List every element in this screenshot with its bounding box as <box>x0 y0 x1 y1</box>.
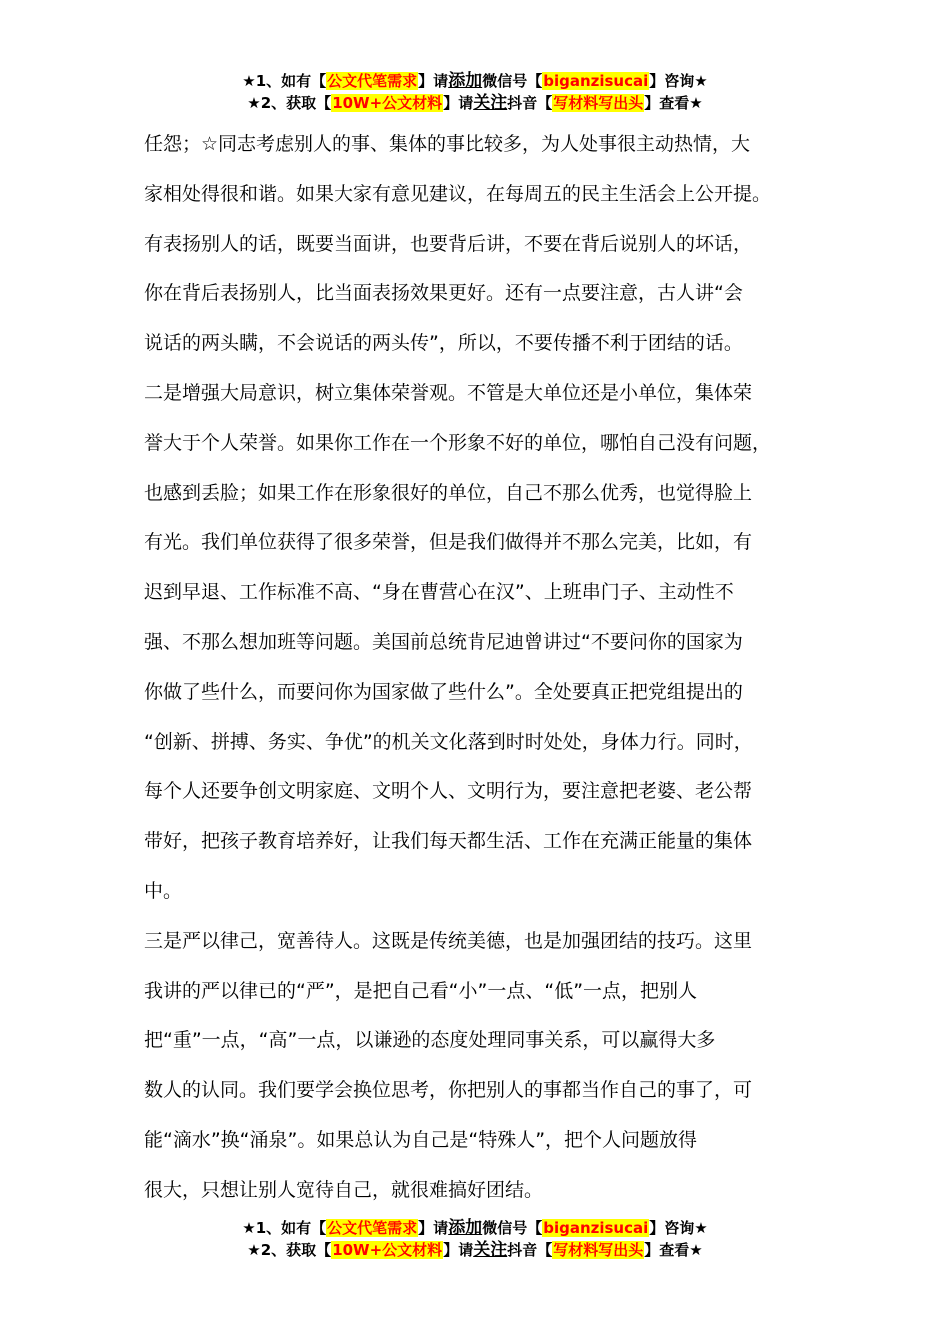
header-banner <box>0 70 950 114</box>
banner-line-1 <box>0 1217 950 1239</box>
banner-line-2 <box>0 1239 950 1261</box>
highlight-service: 公文代笔需求 <box>327 1219 418 1237</box>
footer-banner <box>0 1217 950 1261</box>
text-line: 家相处得很和谐。如果大家有意见建议，在每周五的民主生活会上公开提。 <box>144 182 772 205</box>
banner-text: 】查看★ <box>644 94 703 112</box>
text-line: “创新、拼搏、务实、争优”的机关文化落到时时处处，身体力行。同时， <box>144 730 753 753</box>
banner-text: 微信号【 <box>482 72 543 90</box>
text-line: 我讲的严以律已的“严”，是把自己看“小”一点、“低”一点，把别人 <box>144 979 698 1002</box>
emphasis-add: 添加 <box>448 71 483 91</box>
text-line: 数人的认同。我们要学会换位思考，你把别人的事都当作自己的事了，可 <box>144 1079 753 1102</box>
banner-text: ★1、如有【 <box>242 72 327 90</box>
text-line: 能“滴水”换“涌泉”。如果总认为自己是“特殊人”，把个人问题放得 <box>144 1128 698 1151</box>
banner-text: 】咨询★ <box>649 72 708 90</box>
text-line: 把“重”一点，“高”一点，以谦逊的态度处理同事关系，可以赢得大多 <box>144 1029 716 1052</box>
banner-text: ★2、获取【 <box>247 94 332 112</box>
text-line: 你在背后表扬别人，比当面表扬效果更好。还有一点要注意，古人讲“会 <box>144 282 743 305</box>
banner-text: 】请 <box>443 94 474 112</box>
highlight-materials: 10W+公文材料 <box>332 94 443 112</box>
text-line: 任怨；☆同志考虑别人的事、集体的事比较多，为人处事很主动热情，大 <box>144 133 751 155</box>
text-line: 誉大于个人荣誉。如果你工作在一个形象不好的单位，哪怕自己没有问题， <box>144 431 772 454</box>
banner-text: ★2、获取【 <box>247 1241 332 1259</box>
banner-text: ★1、如有【 <box>242 1219 327 1237</box>
emphasis-follow: 关注 <box>473 93 508 113</box>
text-line: 有光。我们单位获得了很多荣誉，但是我们做得并不那么完美，比如，有 <box>144 531 753 554</box>
text-line: 很大，只想让别人宽待自己，就很难搞好团结。 <box>144 1178 544 1201</box>
banner-text: 】请 <box>418 1219 449 1237</box>
text-line: 每个人还要争创文明家庭、文明个人、文明行为，要注意把老婆、老公帮 <box>144 780 753 803</box>
highlight-materials: 10W+公文材料 <box>332 1241 443 1259</box>
document-body <box>144 120 816 1216</box>
emphasis-add: 添加 <box>448 1218 483 1238</box>
highlight-douyin-account: 写材料写出头 <box>553 1241 644 1259</box>
banner-text: 】查看★ <box>644 1241 703 1259</box>
text-line: 说话的两头瞒，不会说话的两头传”，所以，不要传播不利于团结的话。 <box>144 332 743 355</box>
text-line: 有表扬别人的话，既要当面讲，也要背后讲，不要在背后说别人的坏话， <box>144 232 753 255</box>
banner-text: 抖音【 <box>507 94 553 112</box>
highlight-service: 公文代笔需求 <box>327 72 418 90</box>
text-line: 你做了些什么，而要问你为国家做了些什么”。全处要真正把党组提出的 <box>144 680 743 703</box>
banner-text: 微信号【 <box>482 1219 543 1237</box>
text-line: 三是严以律己，宽善待人。这既是传统美德，也是加强团结的技巧。这里 <box>144 929 753 952</box>
banner-text: 】请 <box>418 72 449 90</box>
highlight-douyin-account: 写材料写出头 <box>553 94 644 112</box>
text-line: 也感到丢脸；如果工作在形象很好的单位，自己不那么优秀，也觉得脸上 <box>144 481 753 504</box>
text-line: 带好，把孩子教育培养好，让我们每天都生活、工作在充满正能量的集体 <box>144 830 753 853</box>
banner-line-1 <box>0 70 950 92</box>
text-line: 强、不那么想加班等问题。美国前总统肯尼迪曾讲过“不要问你的国家为 <box>144 630 743 653</box>
text-line: 中。 <box>144 879 183 902</box>
text-line: 二是增强大局意识，树立集体荣誉观。不管是大单位还是小单位，集体荣 <box>144 381 753 404</box>
highlight-wechat-id: biganzisucai <box>543 1219 649 1237</box>
highlight-wechat-id: biganzisucai <box>543 72 649 90</box>
emphasis-follow: 关注 <box>473 1240 508 1260</box>
banner-line-2 <box>0 92 950 114</box>
banner-text: 抖音【 <box>507 1241 553 1259</box>
banner-text: 】请 <box>443 1241 474 1259</box>
text-line: 迟到早退、工作标准不高、“身在曹营心在汉”、上班串门子、主动性不 <box>144 581 734 604</box>
banner-text: 】咨询★ <box>649 1219 708 1237</box>
